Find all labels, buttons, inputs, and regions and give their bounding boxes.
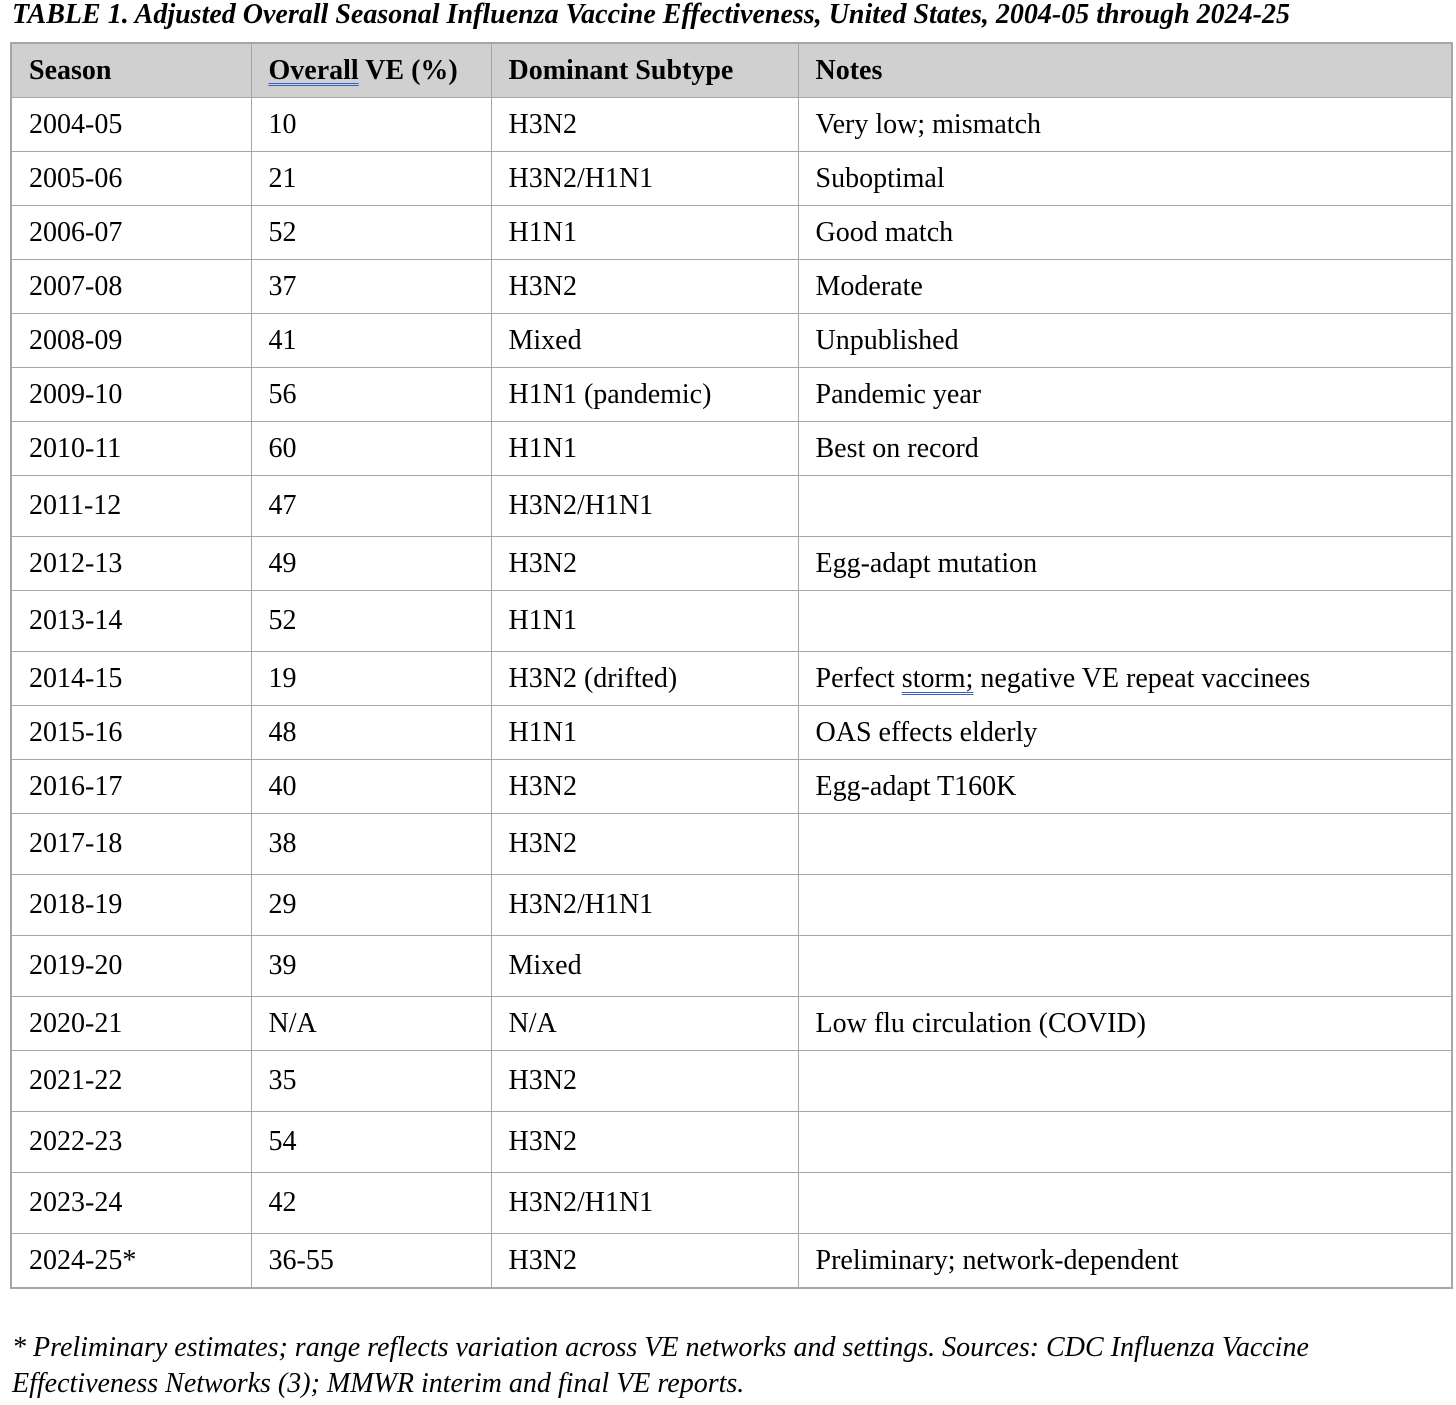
cell-ve: 60 [251, 422, 491, 476]
cell-notes [798, 875, 1452, 936]
table-row [11, 260, 1452, 314]
cell-season: 2017-18 [11, 814, 251, 875]
cell-season: 2014-15 [11, 652, 251, 706]
cell-ve: 42 [251, 1173, 491, 1234]
cell-season: 2021-22 [11, 1051, 251, 1112]
cell-notes [798, 1173, 1452, 1234]
table-footnote: * Preliminary estimates; range reflects variation across VE networks and settings. Sources: CDC Influenza Vaccine Effectiveness Networks (3); MMWR interim and final VE reports. [12, 1332, 1309, 1399]
cell-season: 2012-13 [11, 537, 251, 591]
cell-ve: 10 [251, 98, 491, 152]
cell-ve: 21 [251, 152, 491, 206]
cell-notes: Unpublished [798, 314, 1452, 368]
cell-subtype: N/A [491, 997, 798, 1051]
table-row [11, 814, 1452, 875]
cell-ve: 47 [251, 476, 491, 537]
cell-notes-pre: Perfect [815, 662, 902, 694]
cell-ve: 19 [251, 652, 491, 706]
cell-notes [798, 476, 1452, 537]
cell-season: 2005-06 [11, 152, 251, 206]
table-row [11, 1173, 1452, 1234]
cell-subtype: H1N1 [491, 422, 798, 476]
header-notes: Notes [798, 43, 1452, 98]
cell-notes [798, 814, 1452, 875]
cell-notes: Moderate [798, 260, 1452, 314]
table-row [11, 422, 1452, 476]
table-row [11, 591, 1452, 652]
cell-subtype: H3N2 [491, 760, 798, 814]
table-row [11, 152, 1452, 206]
cell-subtype: H1N1 [491, 206, 798, 260]
cell-subtype: H3N2/H1N1 [491, 476, 798, 537]
table-row [11, 98, 1452, 152]
vaccine-effectiveness-table [10, 42, 1453, 1289]
cell-season: 2008-09 [11, 314, 251, 368]
cell-subtype: H3N2 [491, 1051, 798, 1112]
table-row [11, 706, 1452, 760]
cell-notes [798, 1051, 1452, 1112]
table-row [11, 476, 1452, 537]
table-row [11, 1051, 1452, 1112]
cell-ve: 29 [251, 875, 491, 936]
cell-subtype: H3N2/H1N1 [491, 152, 798, 206]
table-row [11, 875, 1452, 936]
cell-notes [798, 936, 1452, 997]
table-row [11, 368, 1452, 422]
cell-notes [798, 591, 1452, 652]
cell-season: 2016-17 [11, 760, 251, 814]
cell-season: 2022-23 [11, 1112, 251, 1173]
table-title: TABLE 1. Adjusted Overall Seasonal Influenza Vaccine Effectiveness, United States, 2004-05 through 2024-25 [12, 0, 1290, 30]
cell-notes [798, 652, 1452, 706]
header-overall-ve [251, 43, 491, 98]
cell-season: 2007-08 [11, 260, 251, 314]
cell-season: 2010-11 [11, 422, 251, 476]
header-overall-ve-underlined: Overall [268, 54, 359, 86]
cell-notes: Suboptimal [798, 152, 1452, 206]
cell-subtype: H3N2 [491, 1234, 798, 1289]
cell-ve: 52 [251, 591, 491, 652]
cell-subtype: H3N2 (drifted) [491, 652, 798, 706]
table-row [11, 997, 1452, 1051]
cell-ve: 35 [251, 1051, 491, 1112]
cell-notes: Pandemic year [798, 368, 1452, 422]
cell-ve: 37 [251, 260, 491, 314]
cell-ve: 36-55 [251, 1234, 491, 1289]
cell-notes: OAS effects elderly [798, 706, 1452, 760]
cell-subtype: H3N2 [491, 537, 798, 591]
cell-ve: 40 [251, 760, 491, 814]
cell-subtype: Mixed [491, 314, 798, 368]
cell-season: 2023-24 [11, 1173, 251, 1234]
cell-season: 2020-21 [11, 997, 251, 1051]
header-season: Season [11, 43, 251, 98]
cell-ve: 38 [251, 814, 491, 875]
cell-notes-underlined: storm; [901, 662, 974, 694]
header-dominant-subtype: Dominant Subtype [491, 43, 798, 98]
cell-season: 2019-20 [11, 936, 251, 997]
cell-notes: Egg-adapt T160K [798, 760, 1452, 814]
table-row [11, 652, 1452, 706]
cell-ve: 39 [251, 936, 491, 997]
table-row [11, 936, 1452, 997]
cell-subtype: H3N2/H1N1 [491, 875, 798, 936]
cell-season: 2006-07 [11, 206, 251, 260]
cell-season: 2009-10 [11, 368, 251, 422]
cell-ve: 54 [251, 1112, 491, 1173]
cell-subtype: H3N2/H1N1 [491, 1173, 798, 1234]
cell-notes: Preliminary; network-dependent [798, 1234, 1452, 1289]
cell-notes [798, 1112, 1452, 1173]
cell-notes: Low flu circulation (COVID) [798, 997, 1452, 1051]
header-overall-ve-rest: VE (%) [358, 54, 458, 86]
cell-subtype: H1N1 [491, 591, 798, 652]
cell-subtype: H1N1 [491, 706, 798, 760]
cell-subtype: H3N2 [491, 1112, 798, 1173]
cell-ve: 49 [251, 537, 491, 591]
cell-ve: N/A [251, 997, 491, 1051]
cell-subtype: Mixed [491, 936, 798, 997]
cell-subtype: H3N2 [491, 98, 798, 152]
cell-subtype: H3N2 [491, 260, 798, 314]
cell-season: 2018-19 [11, 875, 251, 936]
cell-notes: Very low; mismatch [798, 98, 1452, 152]
cell-subtype: H3N2 [491, 814, 798, 875]
table-row [11, 760, 1452, 814]
cell-notes-post: negative VE repeat vaccinees [973, 662, 1311, 694]
table-row [11, 537, 1452, 591]
cell-season: 2011-12 [11, 476, 251, 537]
cell-notes: Egg-adapt mutation [798, 537, 1452, 591]
table-row [11, 1234, 1452, 1289]
cell-notes: Good match [798, 206, 1452, 260]
cell-season: 2013-14 [11, 591, 251, 652]
cell-season: 2024-25* [11, 1234, 251, 1289]
table-row [11, 206, 1452, 260]
cell-ve: 56 [251, 368, 491, 422]
table-row [11, 1112, 1452, 1173]
cell-season: 2015-16 [11, 706, 251, 760]
cell-ve: 52 [251, 206, 491, 260]
cell-ve: 48 [251, 706, 491, 760]
cell-ve: 41 [251, 314, 491, 368]
table-row [11, 314, 1452, 368]
cell-season: 2004-05 [11, 98, 251, 152]
cell-notes: Best on record [798, 422, 1452, 476]
table-header-row [11, 43, 1452, 98]
cell-subtype: H1N1 (pandemic) [491, 368, 798, 422]
